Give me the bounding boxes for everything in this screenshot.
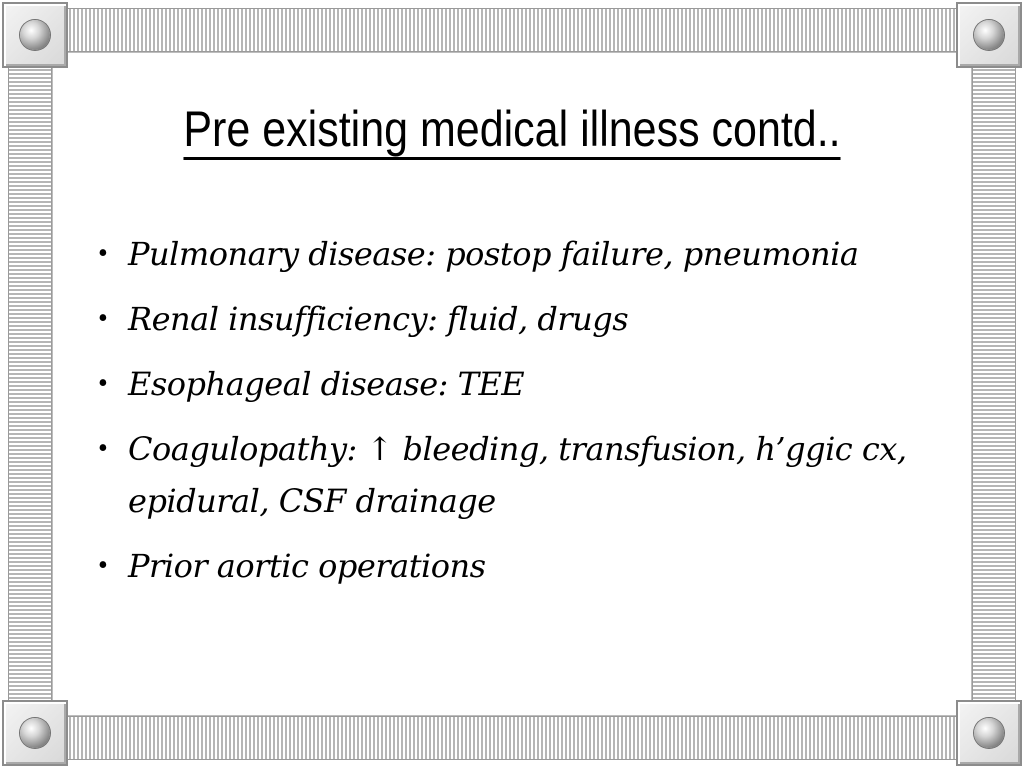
frame-corner-bottom-left [2,700,68,766]
frame-corner-bottom-right [956,700,1022,766]
bullet-text: Esophageal disease: TEE [128,365,525,403]
bullet-icon: • [98,433,108,464]
bullet-item [96,228,926,280]
frame-corner-top-right [956,2,1022,68]
slide-title-text: Pre existing medical illness contd.. [183,101,840,160]
rivet-icon [20,718,50,748]
rivet-icon [974,718,1004,748]
frame-top-bar [62,8,962,52]
bullet-item [96,423,926,527]
bullet-text: Renal insufficiency: fluid, drugs [128,300,629,338]
bullet-item [96,540,926,592]
bullet-text: Prior aortic operations [128,547,486,585]
frame-bottom-bar [62,716,962,760]
bullet-icon: • [98,303,108,334]
bullet-text: Pulmonary disease: postop failure, pneumonia [128,235,859,273]
frame-corner-top-left [2,2,68,68]
bullet-icon: • [98,550,108,581]
bullet-icon: • [98,368,108,399]
frame-right-bar [972,62,1016,706]
slide-title [132,98,892,160]
bullet-icon: • [98,238,108,269]
frame-left-bar [8,62,52,706]
bullet-item [96,293,926,345]
bullet-text: Coagulopathy: ↑ bleeding, transfusion, h’ggic cx, epidural, CSF drainage [128,430,907,520]
bullet-item [96,358,926,410]
bullet-list [96,228,926,605]
rivet-icon [20,20,50,50]
rivet-icon [974,20,1004,50]
